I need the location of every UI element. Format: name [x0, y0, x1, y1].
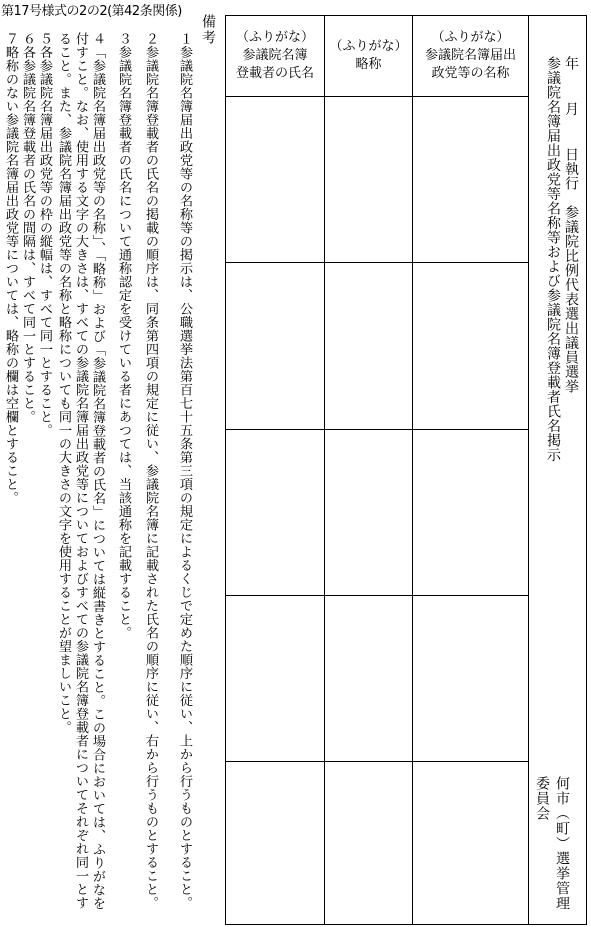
row-divider — [226, 262, 528, 263]
posting-form-table — [225, 15, 587, 925]
column-divider — [528, 16, 529, 924]
posting-title: 年 月 日執行 参議院比例代表選出議員選挙 参議院名簿届出政党等名称等および参議院名簿登載者氏名掲示 — [545, 56, 579, 462]
header-separator — [226, 96, 528, 97]
column-divider — [324, 16, 325, 924]
header-candidate-name: （ふりがな） 参議院名簿 登載者の氏名 — [235, 30, 314, 81]
note-item-3: ３参議院名簿登載者の氏名について通称認定を受けている者にあつては、当該通称を記載すること。 — [116, 32, 131, 640]
column-divider — [412, 16, 413, 924]
header-abbreviation: （ふりがな） 略称 — [329, 39, 408, 72]
note-item-5: ５各参議院名簿届出政党等の枠の縦幅は、すべて同一とすること。 — [37, 32, 52, 437]
row-divider — [226, 429, 528, 430]
note-item-6: ６各参議院名簿登載者の氏名の間隔は、すべて同一とすること。 — [20, 32, 35, 424]
election-committee-name: 何市（町）選挙管理委員会 — [534, 776, 570, 911]
note-item-1: １参議院名簿届出政党等の名称等の掲示は、公職選挙法第百七十五条第三項の規定によるくじで定めた順序に従い、上から行うものとすること。 — [177, 32, 192, 910]
note-item-4: ４「参議院名簿届出政党等の名称」、「略称」および「参議院名簿登載者の氏名」については縦書きとすること。この場合においては、ふりがなを付すこと。なお、使用する文字の大きさは、すべての参議院名簿届出政党等についておよびすべての参議院名簿登載者についてそれぞれ同一とすること。また、参議院名簿届出政党等の名称と略称についても同一の大きさの文字を使用することが望ましいこと。 — [56, 32, 105, 910]
title-column — [534, 16, 586, 924]
row-divider — [226, 595, 528, 596]
notes-heading: 備考 — [200, 14, 216, 46]
note-item-2: ２参議院名簿登載者の氏名の掲載の順序は、同条第四項の規定に従い、参議院名簿に記載された氏名の順序に従い、右から行うものとすること。 — [143, 32, 158, 910]
header-party-name: （ふりがな） 参議院名簿届出 政党等の名称 — [424, 30, 516, 81]
note-item-7: ７略称のない参議院名簿届出政党等については、略称の欄は空欄とすること。 — [3, 32, 18, 505]
form-number-label: 第17号様式の2の2(第42条関係) — [1, 4, 182, 19]
row-divider — [226, 761, 528, 762]
